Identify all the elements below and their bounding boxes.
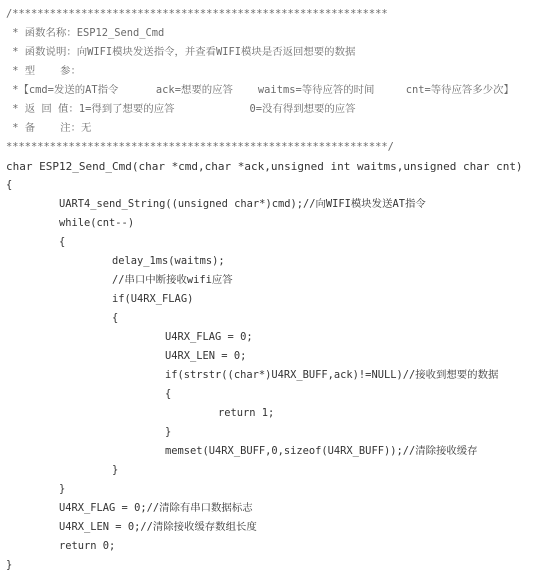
code-line: U4RX_FLAG = 0;//清除有串口数据标志 [59, 502, 253, 514]
comment-line: * 型 参： [6, 65, 81, 77]
code-line: U4RX_LEN = 0; [165, 350, 247, 362]
code-line: return 0; [59, 540, 116, 552]
code-line: { [112, 312, 119, 324]
code-line: { [165, 388, 172, 400]
comment-line: *************************************************************/ [6, 141, 394, 153]
comment-line: * 函数名称：ESP12_Send_Cmd [6, 27, 165, 39]
comment-line: * 备 注：无 [6, 122, 92, 134]
code-line: { [6, 179, 13, 191]
code-line: return 1; [218, 407, 275, 419]
code-line: while(cnt--) [59, 217, 135, 229]
comment-line: *【cmd=发送的AT指令 ack=想要的应答 waitms=等待应答的时间 cnt=等待应答多少次】 [6, 84, 514, 96]
code-line: U4RX_LEN = 0;//清除接收缓存数组长度 [59, 521, 257, 533]
code-line: UART4_send_String((unsigned char*)cmd);//向WIFI模块发送AT指令 [59, 198, 426, 210]
comment-line: /************************************************************ [6, 8, 388, 20]
comment-line: * 返 回 值：1=得到了想要的应答 0=没有得到想要的应答 [6, 103, 356, 115]
function-signature: char ESP12_Send_Cmd(char *cmd,char *ack,unsigned int waitms,unsigned char cnt) [6, 160, 523, 173]
code-line: memset(U4RX_BUFF,0,sizeof(U4RX_BUFF));//清除接收缓存 [165, 445, 478, 457]
code-line: } [165, 426, 172, 438]
code-line: { [59, 236, 66, 248]
code-line: } [6, 559, 13, 571]
code-line: if(strstr((char*)U4RX_BUFF,ack)!=NULL)//接收到想要的数据 [165, 369, 499, 381]
code-line: if(U4RX_FLAG) [112, 293, 194, 305]
code-line: } [59, 483, 66, 495]
code-line: delay_1ms(waitms); [112, 255, 225, 267]
code-line: U4RX_FLAG = 0; [165, 331, 253, 343]
comment-line: * 函数说明：向WIFI模块发送指令，并查看WIFI模块是否返回想要的数据 [6, 46, 356, 58]
code-line: } [112, 464, 119, 476]
code-line: //串口中断接收wifi应答 [112, 274, 233, 286]
